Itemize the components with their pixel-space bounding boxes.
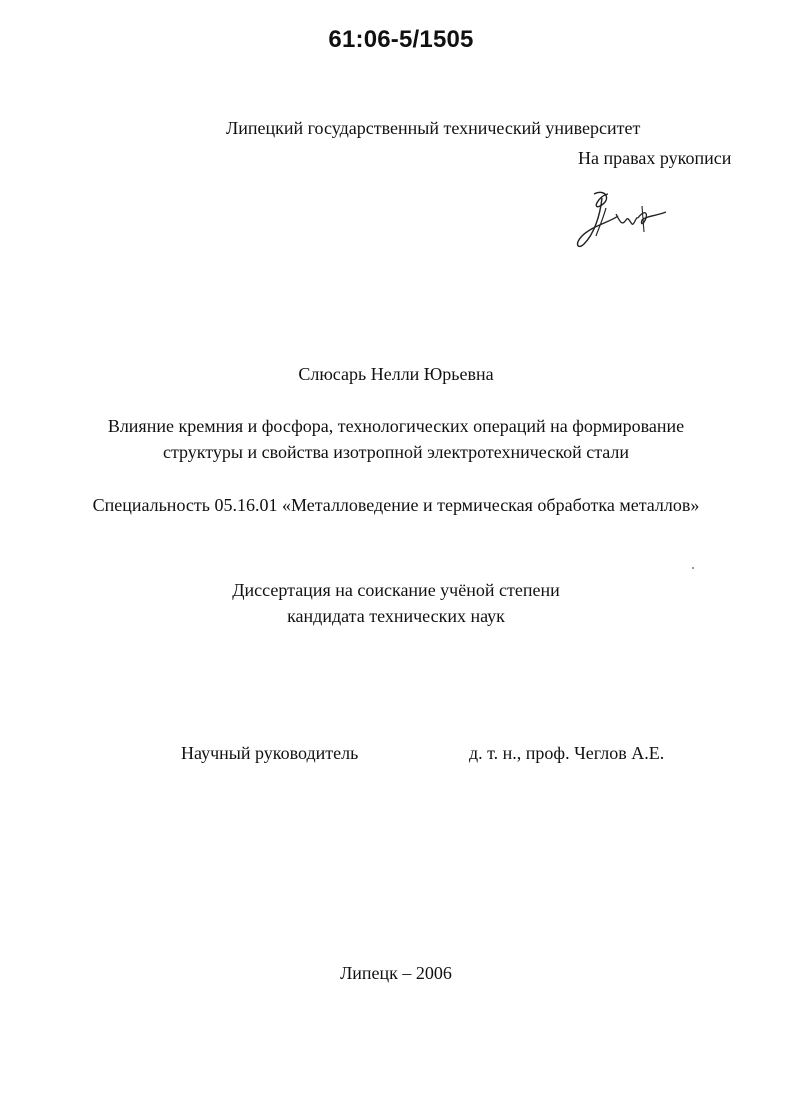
scan-speck <box>692 567 694 569</box>
handwritten-signature-icon <box>572 186 672 256</box>
degree-line-2: кандидата технических наук <box>287 606 505 626</box>
manuscript-rights: На правах рукописи <box>578 148 732 168</box>
author-name: Слюсарь Нелли Юрьевна <box>298 364 494 384</box>
university-name: Липецкий государственный технический университет <box>226 118 641 138</box>
city-year: Липецк – 2006 <box>340 963 452 983</box>
specialty: Специальность 05.16.01 «Металловедение и термическая обработка металлов» <box>92 495 700 515</box>
degree-line-1: Диссертация на соискание учёной степени <box>232 580 560 600</box>
archive-code: 61:06-5/1505 <box>328 26 474 53</box>
signature-image <box>572 186 672 261</box>
dissertation-title-line-2: структуры и свойства изотропной электротехнической стали <box>162 442 630 462</box>
dissertation-title-line-1: Влияние кремния и фосфора, технологических операций на формирование <box>107 416 685 436</box>
supervisor-label: Научный руководитель <box>181 743 359 763</box>
supervisor-name: д. т. н., проф. Чеглов А.Е. <box>469 743 665 763</box>
